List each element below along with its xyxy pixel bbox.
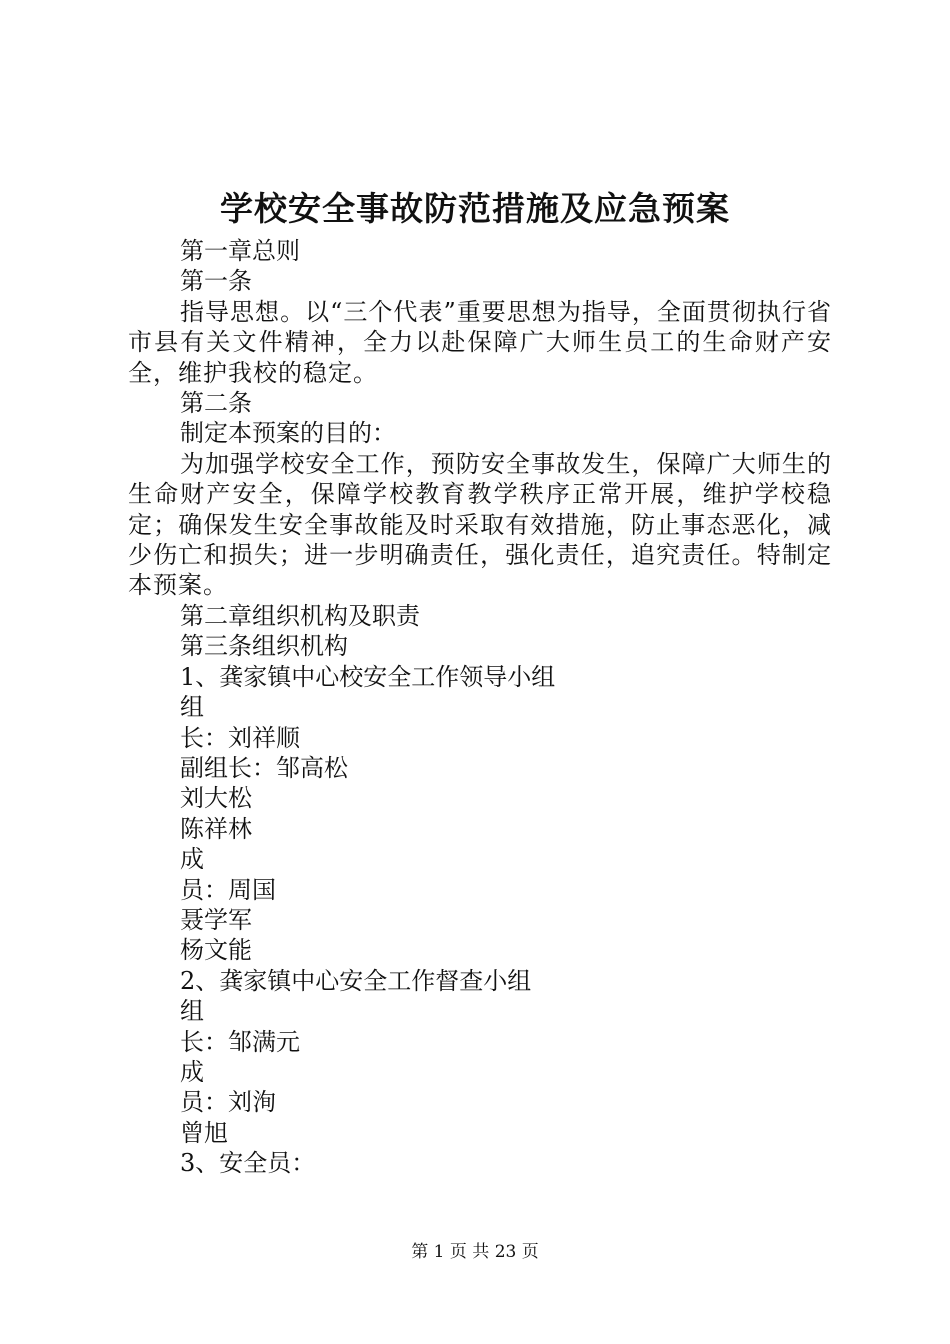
guiding-thought-paragraph: 指导思想。以“三个代表”重要思想为指导，全面贯彻执行省市县有关文件精神，全力以赴保障广大师生员工的生命财产安全，维护我校的稳定。 [128,297,832,387]
document-title: 学校安全事故防范措施及应急预案 [220,189,730,228]
list-item: 成 [180,845,204,874]
purpose-heading: 制定本预案的目的： [180,419,396,448]
list-item: 曾旭 [180,1118,228,1147]
article-1-heading: 第一条 [180,267,252,296]
list-item: 长：刘祥顺 [180,723,300,752]
purpose-paragraph: 为加强学校安全工作，预防安全事故发生，保障广大师生的生命财产安全，保障学校教育教学秩序正常开展，维护学校稳定；确保发生安全事故能及时采取有效措施，防止事态恶化，减少伤亡和损失；进一步明确责任，强化责任，追究责任。特制定本预案。 [128,449,832,600]
list-item: 员：周国 [180,875,276,904]
list-item: 成 [180,1057,204,1086]
article-3-heading: 第三条组织机构 [180,632,348,661]
safety-officer-heading: 3、安全员： [180,1149,316,1178]
document-body [128,236,832,1179]
list-item: 员：刘洵 [180,1088,276,1117]
chapter-1-heading: 第一章总则 [180,237,300,265]
page-footer: 第 1 页 共 23 页 [411,1242,539,1262]
leadership-group-heading: 1、龚家镇中心校安全工作领导小组 [180,662,556,691]
list-item: 刘大松 [180,784,252,813]
list-item: 组 [180,693,204,722]
chapter-2-heading: 第二章组织机构及职责 [180,601,420,630]
list-item: 聂学军 [180,905,252,934]
list-item: 长：邹满元 [180,1027,300,1056]
inspection-group-heading: 2、龚家镇中心安全工作督查小组 [180,966,532,995]
list-item: 杨文能 [180,936,252,965]
list-item: 组 [180,997,204,1026]
article-2-heading: 第二条 [180,389,252,418]
list-item: 陈祥林 [180,814,252,843]
list-item: 副组长：邹高松 [180,753,348,782]
